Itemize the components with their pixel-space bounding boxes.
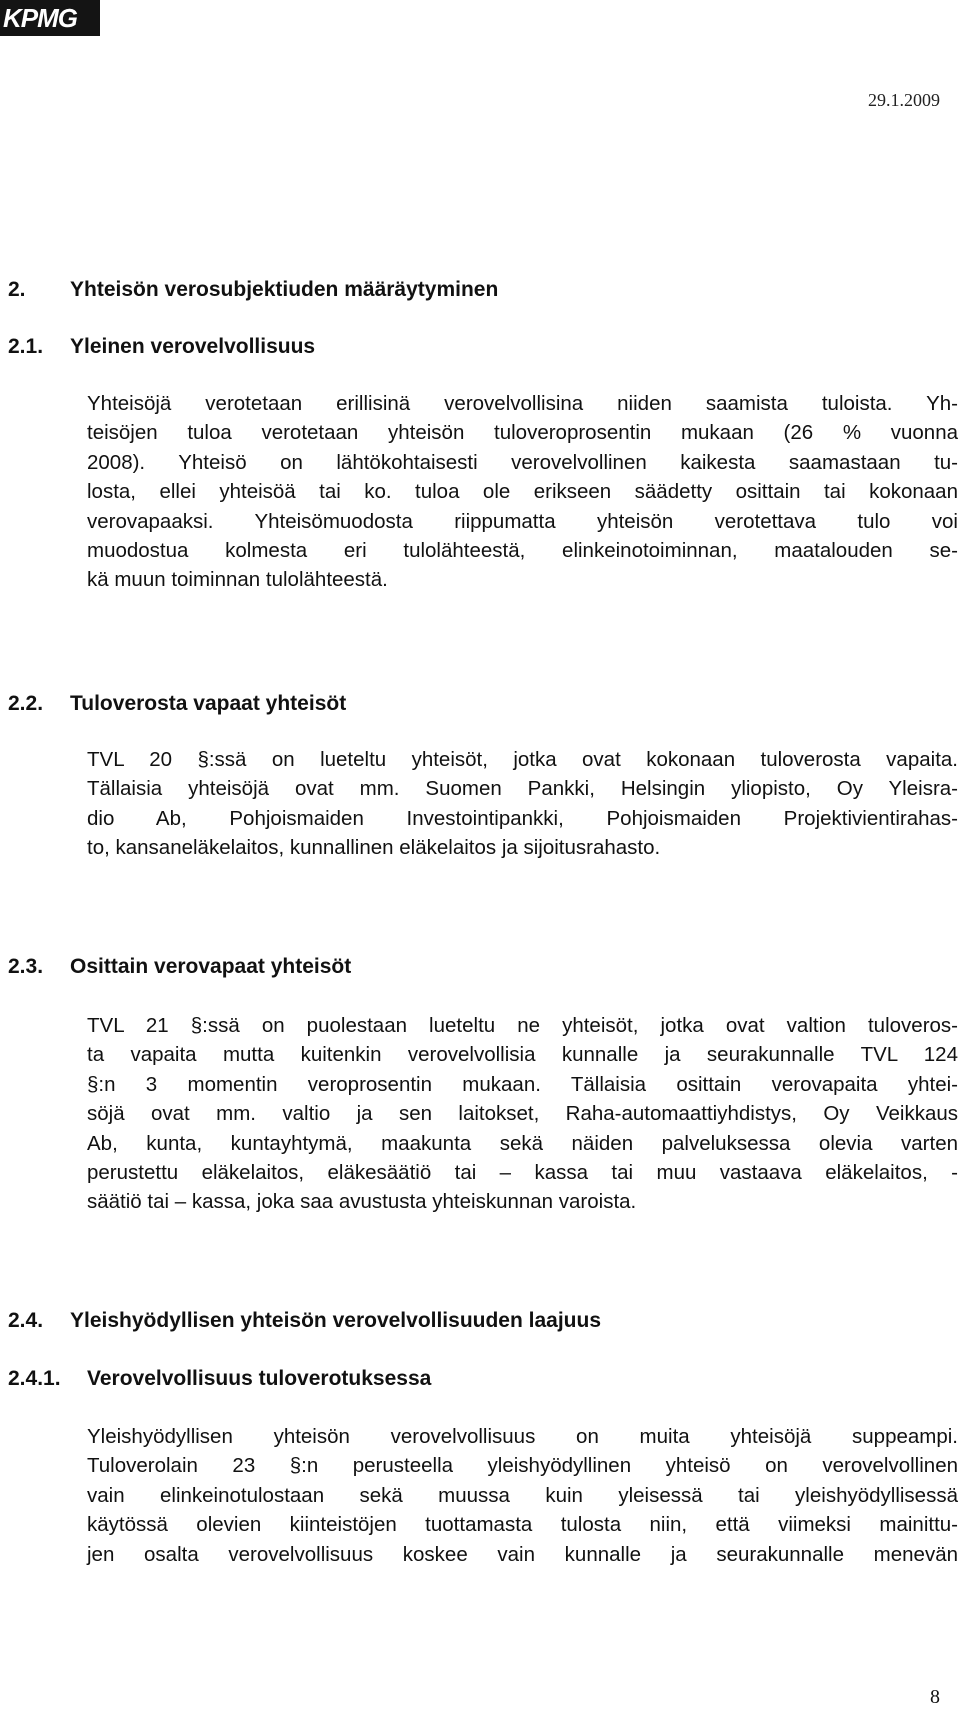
heading-title: Osittain verovapaat yhteisöt (70, 955, 352, 978)
paragraph-line: TVL 20 §:ssä on lueteltu yhteisöt, jotka ovat kokonaan tuloverosta vapaita. (87, 748, 958, 771)
paragraph-section-2-2 (87, 745, 958, 863)
heading-title: Tuloverosta vapaat yhteisöt (70, 692, 347, 715)
paragraph-line: jen osalta verovelvollisuus koskee vain kunnalle ja seurakunnalle menevän (87, 1542, 958, 1566)
paragraph-line: Yleishyödyllisen yhteisön verovelvollisuus on muita yhteisöjä suppeampi. (87, 1425, 958, 1448)
document-date: 29.1.2009 (868, 90, 940, 110)
heading-section-2-4-1 (8, 1364, 431, 1394)
paragraph-line: losta, ellei yhteisöä tai ko. tuloa ole erikseen säädetty osittain tai kokonaan (87, 480, 958, 504)
kpmg-logo (0, 0, 100, 36)
paragraph-line: säätiö tai – kassa, joka saa avustusta yhteiskunnan varoista. (87, 1190, 637, 1214)
paragraph-line: Tällaisia yhteisöjä ovat mm. Suomen Pankki, Helsingin yliopisto, Oy Yleisra- (87, 777, 958, 801)
heading-section-2-2 (8, 689, 346, 719)
heading-number: 2. (8, 278, 26, 301)
heading-section-2-3 (8, 952, 351, 982)
paragraph-line: vain elinkeinotulostaan sekä muussa kuin yleisessä tai yleishyödyllisessä (87, 1483, 958, 1507)
paragraph-line: perustettu eläkelaitos, eläkesäätiö tai – kassa tai muu vastaava eläkelaitos, - (87, 1160, 958, 1184)
logo-text: KPMG (3, 3, 77, 33)
paragraph-line: Yhteisöjä verotetaan erillisinä verovelvollisina niiden saamista tuloista. Yh- (87, 392, 958, 415)
paragraph-line: to, kansaneläkelaitos, kunnallinen eläkelaitos ja sijoitusrahasto. (87, 836, 661, 860)
paragraph-line: Ab, kunta, kuntayhtymä, maakunta sekä näiden palveluksessa olevia varten (87, 1131, 958, 1155)
paragraph-line: teisöjen tuloa verotetaan yhteisön tuloveroprosentin mukaan (26 % vuonna (87, 421, 958, 445)
heading-number: 2.1. (8, 335, 44, 358)
paragraph-line: TVL 21 §:ssä on puolestaan lueteltu ne yhteisöt, jotka ovat valtion tuloveros- (87, 1014, 958, 1037)
paragraph-line: kä muun toiminnan tulolähteestä. (87, 568, 388, 592)
heading-number: 2.4. (8, 1309, 44, 1332)
heading-number: 2.2. (8, 692, 44, 715)
paragraph-line: §:n 3 momentin veroprosentin mukaan. Tällaisia osittain verovapaita yhtei- (87, 1072, 958, 1096)
paragraph-section-2-4-1 (87, 1422, 958, 1569)
paragraph-line: söjä ovat mm. valtio ja sen laitokset, Raha-automaattiyhdistys, Oy Veikkaus (87, 1102, 958, 1126)
paragraph-line: Tuloverolain 23 §:n perusteella yleishyödyllinen yhteisö on verovelvollinen (87, 1454, 958, 1478)
paragraph-line: dio Ab, Pohjoismaiden Investointipankki, Pohjoismaiden Projektivientirahas- (87, 806, 958, 830)
heading-title: Verovelvollisuus tuloverotuksessa (87, 1367, 432, 1390)
heading-number: 2.3. (8, 955, 44, 978)
heading-number: 2.4.1. (8, 1367, 61, 1390)
paragraph-line: muodostua kolmesta eri tulolähteestä, elinkeinotoiminnan, maatalouden se- (87, 538, 958, 562)
heading-section-2 (8, 275, 498, 305)
paragraph-line: verovapaaksi. Yhteisömuodosta riippumatta yhteisön verotettava tulo voi (87, 509, 958, 533)
paragraph-line: ta vapaita mutta kuitenkin verovelvollisia kunnalle ja seurakunnalle TVL 124 (87, 1043, 958, 1067)
paragraph-section-2-1 (87, 389, 958, 595)
heading-title: Yleinen verovelvollisuus (70, 335, 316, 358)
paragraph-section-2-3 (87, 1011, 958, 1217)
heading-section-2-4 (8, 1306, 601, 1336)
paragraph-line: 2008). Yhteisö on lähtökohtaisesti verovelvollinen kaikesta saamastaan tu- (87, 450, 958, 474)
page-number: 8 (930, 1686, 940, 1708)
heading-section-2-1 (8, 332, 315, 362)
heading-title: Yleishyödyllisen yhteisön verovelvollisuuden laajuus (70, 1309, 602, 1332)
paragraph-line: käytössä olevien kiinteistöjen tuottamasta tulosta niin, että viimeksi mainittu- (87, 1513, 958, 1537)
heading-title: Yhteisön verosubjektiuden määräytyminen (70, 278, 499, 301)
